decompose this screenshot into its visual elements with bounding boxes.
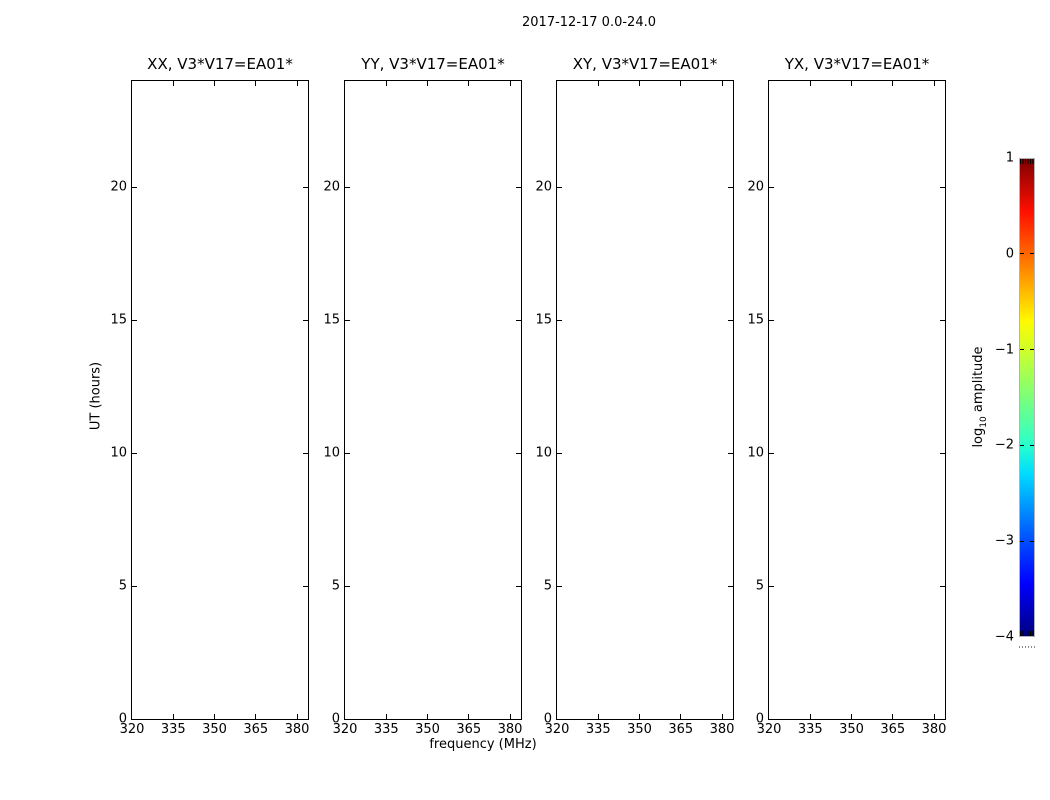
colorbar-tick-mark	[1030, 541, 1034, 542]
colorbar-tick-label: −2	[994, 437, 1014, 453]
plot-area-xy	[556, 80, 734, 720]
y-tick-label: 20	[747, 179, 764, 195]
colorbar-tick-mark	[1020, 349, 1024, 350]
colorbar-tick-mark	[1020, 541, 1024, 542]
y-tick-label: 0	[118, 711, 127, 727]
y-tick-mark	[769, 320, 774, 321]
x-tick-mark	[386, 714, 387, 719]
x-tick-mark	[427, 714, 428, 719]
y-tick-label: 0	[331, 711, 340, 727]
x-tick-label: 350	[839, 722, 864, 737]
x-tick-mark	[722, 714, 723, 719]
y-tick-mark	[557, 586, 562, 587]
colorbar-tick-label: −3	[994, 533, 1014, 549]
colorbar	[1019, 158, 1035, 637]
colorbar-tick-mark	[1020, 445, 1024, 446]
x-tick-mark	[214, 81, 215, 86]
x-tick-mark	[510, 81, 511, 86]
x-tick-mark	[255, 81, 256, 86]
colorbar-tick-mark	[1030, 349, 1034, 350]
colorbar-label-suffix: amplitude	[971, 346, 987, 417]
x-tick-label: 380	[497, 722, 523, 737]
y-tick-mark	[557, 453, 562, 454]
x-tick-mark	[427, 81, 428, 86]
plot-area-yy	[344, 80, 522, 720]
y-tick-mark	[940, 187, 945, 188]
y-tick-label: 0	[543, 711, 552, 727]
x-tick-mark	[297, 81, 298, 86]
x-tick-mark	[598, 81, 599, 86]
x-tick-mark	[851, 81, 852, 86]
x-tick-mark	[639, 81, 640, 86]
x-tick-mark	[255, 714, 256, 719]
x-tick-mark	[934, 714, 935, 719]
x-tick-mark	[639, 714, 640, 719]
x-axis-label: frequency (MHz)	[429, 737, 537, 752]
y-tick-label: 5	[331, 578, 340, 594]
x-tick-mark	[173, 81, 174, 86]
x-tick-label: 320	[756, 722, 782, 737]
y-tick-mark	[557, 320, 562, 321]
y-tick-mark	[132, 453, 137, 454]
y-tick-mark	[940, 320, 945, 321]
y-tick-label: 15	[110, 312, 127, 328]
subplot-title-yy: YY, V3*V17=EA01*	[361, 55, 505, 73]
x-tick-label: 365	[243, 722, 269, 737]
y-tick-mark	[769, 453, 774, 454]
y-tick-label: 10	[747, 445, 764, 461]
colorbar-label-prefix: log	[971, 427, 987, 448]
x-tick-label: 320	[544, 722, 570, 737]
y-tick-mark	[345, 586, 350, 587]
y-tick-mark	[132, 187, 137, 188]
y-tick-mark	[345, 187, 350, 188]
x-tick-mark	[680, 714, 681, 719]
y-tick-mark	[557, 187, 562, 188]
colorbar-minor-ticks-top-icon	[1020, 159, 1034, 164]
y-tick-label: 20	[110, 179, 127, 195]
y-tick-label: 10	[323, 445, 340, 461]
y-tick-label: 15	[535, 312, 552, 328]
y-tick-label: 5	[543, 578, 552, 594]
x-tick-label: 335	[797, 722, 823, 737]
x-tick-mark	[510, 714, 511, 719]
y-tick-label: 20	[535, 179, 552, 195]
x-tick-label: 365	[668, 722, 694, 737]
x-tick-label: 320	[332, 722, 358, 737]
colorbar-tick-label: 0	[1005, 246, 1014, 262]
x-tick-label: 350	[202, 722, 227, 737]
y-tick-label: 15	[747, 312, 764, 328]
y-tick-label: 15	[323, 312, 340, 328]
colorbar-tick-mark	[1030, 253, 1034, 254]
y-tick-mark	[769, 586, 774, 587]
y-tick-label: 5	[755, 578, 764, 594]
x-tick-mark	[810, 714, 811, 719]
x-tick-label: 365	[456, 722, 482, 737]
x-tick-mark	[468, 714, 469, 719]
colorbar-tick-label: −4	[994, 629, 1014, 645]
subplot-title-xx: XX, V3*V17=EA01*	[147, 55, 293, 73]
x-tick-label: 380	[709, 722, 735, 737]
x-tick-label: 350	[627, 722, 652, 737]
colorbar-tick-label: −1	[994, 342, 1014, 358]
y-tick-label: 5	[118, 578, 127, 594]
y-axis-label	[89, 362, 104, 430]
y-tick-label: 10	[535, 445, 552, 461]
y-tick-mark	[940, 453, 945, 454]
x-tick-mark	[598, 714, 599, 719]
y-tick-label: 20	[323, 179, 340, 195]
plot-area-yx	[768, 80, 946, 720]
x-tick-label: 380	[284, 722, 310, 737]
x-tick-label: 335	[160, 722, 186, 737]
subplot-title-yx: YX, V3*V17=EA01*	[784, 55, 930, 73]
y-tick-mark	[769, 187, 774, 188]
x-tick-mark	[810, 81, 811, 86]
y-tick-label: 0	[755, 711, 764, 727]
y-tick-mark	[940, 586, 945, 587]
colorbar-dotted-underline	[1019, 646, 1035, 648]
x-tick-mark	[173, 714, 174, 719]
x-tick-label: 380	[921, 722, 947, 737]
x-tick-mark	[892, 714, 893, 719]
colorbar-tick-mark	[1030, 445, 1034, 446]
x-tick-mark	[214, 714, 215, 719]
colorbar-label	[971, 346, 989, 447]
x-tick-mark	[892, 81, 893, 86]
y-tick-mark	[132, 320, 137, 321]
y-tick-mark	[345, 453, 350, 454]
x-tick-mark	[680, 81, 681, 86]
figure-title: 2017-12-17 0.0-24.0	[522, 15, 656, 30]
subplot-title-xy: XY, V3*V17=EA01*	[572, 55, 718, 73]
x-tick-mark	[386, 81, 387, 86]
x-tick-mark	[934, 81, 935, 86]
plot-area-xx	[131, 80, 309, 720]
colorbar-label-subscript: 10	[978, 416, 989, 428]
y-tick-label: 10	[110, 445, 127, 461]
x-tick-mark	[297, 714, 298, 719]
x-tick-mark	[468, 81, 469, 86]
x-tick-label: 320	[119, 722, 145, 737]
colorbar-tick-mark	[1020, 253, 1024, 254]
x-tick-label: 335	[373, 722, 399, 737]
y-tick-mark	[345, 320, 350, 321]
colorbar-tick-label: 1	[1005, 150, 1014, 166]
x-tick-mark	[722, 81, 723, 86]
x-tick-label: 350	[415, 722, 440, 737]
x-tick-label: 365	[880, 722, 906, 737]
x-tick-label: 335	[585, 722, 611, 737]
x-tick-mark	[851, 714, 852, 719]
y-tick-mark	[132, 586, 137, 587]
y-axis-label-text: UT (hours)	[88, 361, 104, 431]
colorbar-minor-ticks-bottom-icon	[1020, 631, 1034, 636]
